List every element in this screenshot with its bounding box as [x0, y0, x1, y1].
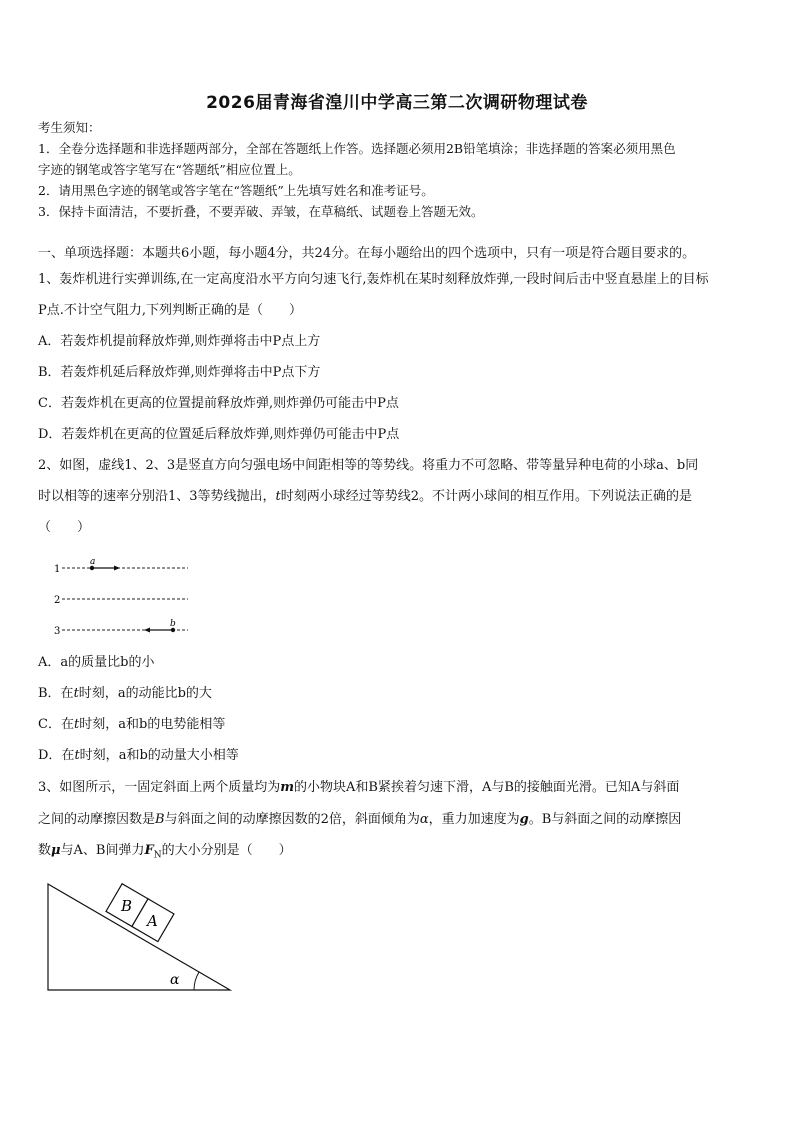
symbol-m: m	[280, 780, 295, 795]
option-text: 的质量比	[68, 655, 121, 670]
notice-item-1: 1．全卷分选择题和非选择题两部分，全部在答题纸上作答。选择题必须用2B铅笔填涂；非选择题的答案必须用黑色	[38, 141, 676, 156]
q2-option-a	[38, 655, 756, 671]
q2-text: 同	[685, 458, 699, 473]
symbol-mu: μ	[51, 843, 61, 858]
figure-label-line-1: 1	[54, 564, 61, 575]
q3-text: 之间的动摩擦因数是	[38, 812, 156, 827]
q3-stem-line3	[38, 843, 756, 864]
figure-label-line-3: 3	[54, 626, 61, 637]
q2-option-b	[38, 686, 756, 702]
option-text: 的电势能相等	[147, 717, 226, 732]
symbol-a: a	[118, 748, 127, 763]
q2-option-d	[38, 748, 756, 764]
q3-text: 的大小分别是（ ）	[161, 843, 292, 858]
symbol-t: t	[74, 748, 80, 763]
symbol-a: a	[60, 655, 69, 670]
symbol-g: g	[519, 812, 529, 827]
q2-option-c	[38, 717, 756, 733]
symbol-a: a	[118, 717, 126, 732]
symbol-B: B	[155, 812, 165, 827]
angle-arc	[194, 972, 199, 990]
q2-symbol-b: b	[676, 458, 686, 473]
q1-stem-line1: 1、轰炸机进行实弹训练,在一定高度沿水平方向匀速飞行,轰炸机在某时刻释放炸弹,一段时间后击中竖直悬崖上的目标	[38, 272, 709, 287]
q3-stem-line1	[38, 780, 756, 796]
q2-stem-line2	[38, 489, 756, 505]
option-text: 的小	[128, 655, 155, 670]
ball-a-label: a	[90, 557, 96, 567]
q2-stem-line1	[38, 458, 756, 474]
q1-option-b: B．若轰炸机延后释放炸弹,则炸弹将击中P点下方	[38, 365, 321, 380]
q1-option-c: C．若轰炸机在更高的位置提前释放炸弹,则炸弹仍可能击中P点	[38, 396, 399, 411]
q2-text: 、	[663, 458, 677, 473]
option-text: 时刻，	[78, 686, 118, 701]
q3-text: 的小物块A和B紧挨着匀速下滑，A与B的接触面光滑。已知A与斜面	[294, 780, 680, 795]
block-a-label: A	[146, 912, 158, 931]
symbol-b: b	[138, 717, 148, 732]
option-text: 的动量大小相等	[147, 748, 239, 763]
q1-stem-line2: P点.不计空气阻力,下列判断正确的是（ ）	[38, 303, 303, 318]
notice-item-1-cont: 字迹的钢笔或答字笔写在“答题纸”相应位置上。	[38, 162, 301, 177]
symbol-alpha: α	[419, 812, 429, 827]
option-text: 时刻，	[79, 748, 119, 763]
option-text: B．在	[38, 686, 74, 701]
symbol-a: a	[117, 686, 126, 701]
q3-text: 。B与斜面之间的动摩擦因	[528, 812, 682, 827]
option-text: 和	[125, 717, 139, 732]
block-b-label: B	[121, 897, 133, 916]
q3-text: 数	[38, 843, 52, 858]
option-text: C．在	[38, 717, 74, 732]
option-text: A．	[38, 655, 61, 670]
q1-option-a: A．若轰炸机提前释放炸弹,则炸弹将击中P点上方	[38, 334, 321, 349]
notice-heading: 考生须知：	[38, 120, 101, 135]
q3-text: 与斜面之间的动摩擦因数的2倍，斜面倾角为	[164, 812, 420, 827]
q2-text: 2、如图，虚线1、2、3是竖直方向匀强电场中间距相等的等势线。将重力不可忽略、带等量异种电荷的小球	[38, 458, 657, 473]
option-text: 时刻，	[79, 717, 119, 732]
q3-text: 与A、B间弹力	[60, 843, 145, 858]
symbol-b: b	[177, 686, 186, 701]
page-title: 2026届青海省湟川中学高三第二次调研物理试卷	[206, 93, 588, 113]
option-text: 的大	[185, 686, 212, 701]
q2-symbol-t: t	[275, 489, 281, 504]
symbol-N-subscript: N	[153, 850, 162, 861]
option-text: 的动能比	[125, 686, 178, 701]
symbol-F: F	[144, 843, 154, 858]
option-text: 和	[126, 748, 140, 763]
q3-stem-line2	[38, 812, 756, 828]
ball-b-label: b	[170, 619, 176, 629]
notice-item-3: 3．保持卡面清洁，不要折叠，不要弄破、弄皱，在草稿纸、试题卷上答题无效。	[38, 204, 484, 219]
q2-text: 时以相等的速率分别沿1、3等势线抛出，	[38, 489, 276, 504]
q2-symbol-a: a	[656, 458, 664, 473]
symbol-b: b	[139, 748, 148, 763]
option-text: D．在	[38, 748, 75, 763]
arrow-head-b	[144, 628, 150, 633]
q2-equipotential-figure	[50, 552, 200, 642]
q2-text: 时刻两小球经过等势线2。不计两小球间的相互作用。下列说法正确的是	[280, 489, 693, 504]
section-heading: 一、单项选择题：本题共6小题，每小题4分，共24分。在每小题给出的四个选项中，只有一项是符合题目要求的。	[38, 246, 696, 261]
blocks-group	[106, 884, 174, 942]
q3-incline-figure	[44, 880, 236, 996]
figure-label-line-2: 2	[54, 595, 61, 606]
symbol-t: t	[73, 717, 80, 732]
q3-text: ，重力加速度为	[428, 812, 520, 827]
arrow-head-a	[114, 566, 120, 571]
angle-alpha-label: α	[170, 972, 180, 988]
q2-stem-line3: （ ）	[38, 520, 91, 535]
symbol-b: b	[120, 655, 129, 670]
notice-item-2: 2．请用黑色字迹的钢笔或答字笔在“答题纸”上先填写姓名和准考证号。	[38, 183, 434, 198]
q1-option-d: D．若轰炸机在更高的位置延后释放炸弹,则炸弹仍可能击中P点	[38, 427, 400, 442]
symbol-t: t	[73, 686, 79, 701]
q3-text: 3、如图所示，一固定斜面上两个质量均为	[38, 780, 281, 795]
